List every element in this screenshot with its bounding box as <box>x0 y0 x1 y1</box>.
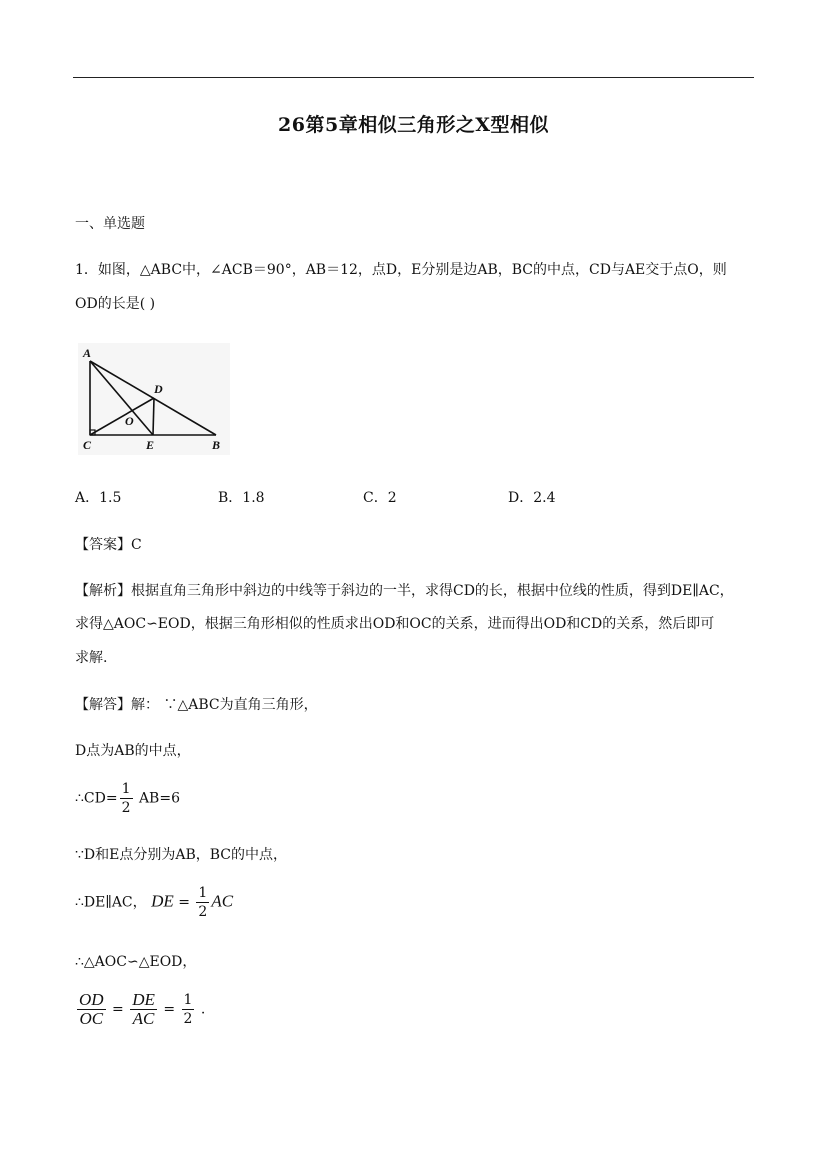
fraction-half <box>182 991 195 1028</box>
fraction-od-oc <box>77 991 106 1028</box>
question-line-2: OD的长是( ) <box>75 296 156 312</box>
fraction-numerator: OD <box>79 990 104 1009</box>
vertex-label-b: B <box>212 438 221 452</box>
period: . <box>196 1001 206 1018</box>
fraction-denominator: AC <box>132 1009 155 1028</box>
option-b: B．1.8 <box>218 490 265 506</box>
fraction-half <box>120 780 133 817</box>
analysis-line-3: 求解. <box>75 650 108 666</box>
vertex-label-o: O <box>125 414 134 428</box>
page-title: 26第5章相似三角形之X型相似 <box>278 114 549 136</box>
cd-suffix: AB=6 <box>134 790 180 807</box>
fraction-numerator: 1 <box>183 992 193 1008</box>
fraction-numerator: 1 <box>198 885 208 901</box>
cd-prefix: ∴CD= <box>75 790 118 807</box>
fraction-half <box>196 884 209 921</box>
solution-line-1: 【解答】解： ∵△ABC为直角三角形， <box>75 697 318 713</box>
fraction-denominator: 2 <box>198 904 208 920</box>
equals-sign: = <box>173 894 195 911</box>
equals-sign: = <box>158 1001 180 1018</box>
header-rule <box>73 77 754 78</box>
solution-line-5 <box>75 884 233 921</box>
option-a: A．1.5 <box>75 490 122 506</box>
section-heading: 一、单选题 <box>75 216 145 232</box>
question-line-1: 1．如图，△ABC中，∠ACB＝90°，AB＝12，点D，E分别是边AB，BC的中点，CD与AE交于点O，则 <box>75 262 727 278</box>
analysis-line-2: 求得△AOC∽EOD，根据三角形相似的性质求出OD和OC的关系，进而得出OD和CD的关系，然后即可 <box>75 616 715 632</box>
vertex-label-a: A <box>83 346 92 360</box>
solution-line-2: D点为AB的中点， <box>75 743 191 759</box>
vertex-label-d: D <box>154 382 163 396</box>
option-c: C．2 <box>363 490 397 506</box>
option-d: D．2.4 <box>508 490 556 506</box>
triangle-figure <box>78 343 230 455</box>
ac-symbol: AC <box>211 891 234 911</box>
fraction-denominator: 2 <box>183 1011 193 1027</box>
vertex-label-c: C <box>83 438 92 452</box>
solution-line-4: ∵D和E点分别为AB，BC的中点， <box>75 847 288 863</box>
answer-line: 【答案】C <box>75 537 142 553</box>
segment-de <box>153 398 154 435</box>
de-symbol: DE <box>151 891 174 911</box>
fraction-denominator: 2 <box>121 800 131 816</box>
fraction-de-ac <box>130 991 157 1028</box>
de-parallel-text: ∴DE∥AC， <box>75 894 147 911</box>
fraction-numerator: 1 <box>121 781 131 797</box>
vertex-label-e: E <box>146 438 155 452</box>
fraction-denominator: OC <box>79 1009 104 1028</box>
solution-line-3 <box>75 780 180 817</box>
solution-line-7 <box>75 991 205 1028</box>
solution-line-6: ∴△AOC∽△EOD， <box>75 954 197 970</box>
fraction-numerator: DE <box>132 990 155 1009</box>
analysis-line-1: 【解析】根据直角三角形中斜边的中线等于斜边的一半，求得CD的长，根据中位线的性质，得到DE∥AC， <box>75 583 734 599</box>
equals-sign: = <box>107 1001 129 1018</box>
